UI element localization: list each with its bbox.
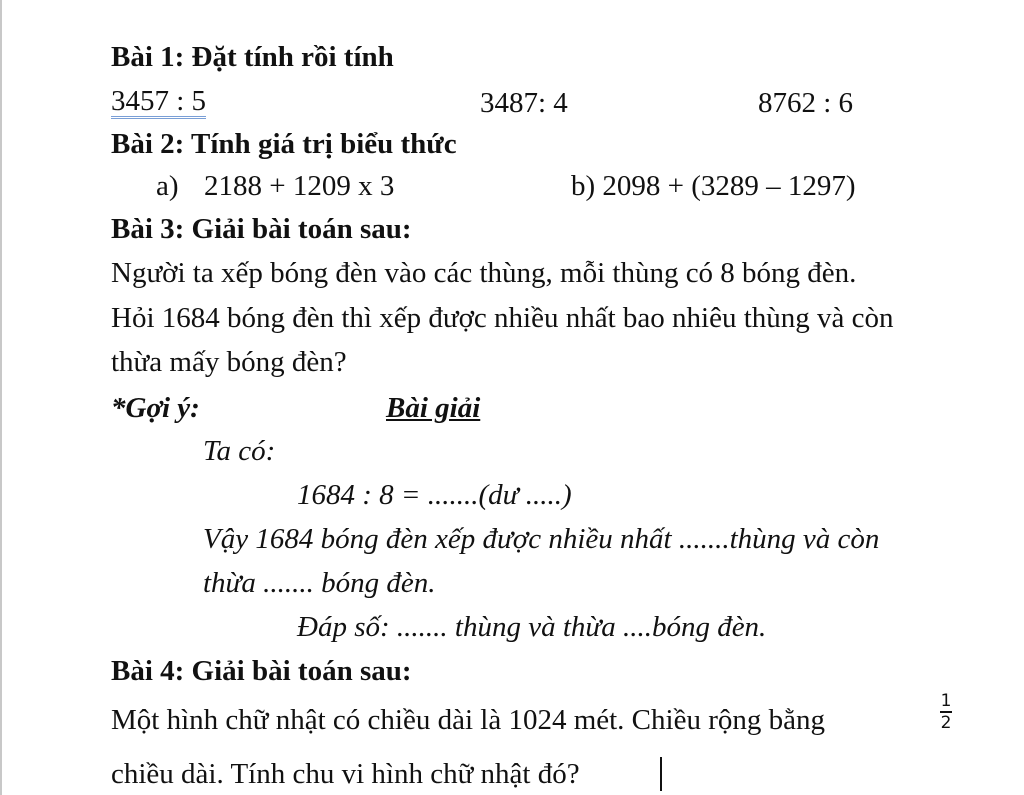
exercise-4-line-2: chiều dài. Tính chu vi hình chữ nhật đó? [111,758,580,790]
exercise-3-problem-line-3: thừa mấy bóng đèn? [111,346,347,378]
exercise-4-title: Bài 4: Giải bài toán sau: [111,655,412,687]
fraction-one-half [940,692,952,732]
solution-line-1: Ta có: [203,435,276,467]
exercise-3-problem-line-1: Người ta xếp bóng đèn vào các thùng, mỗi thùng có 8 bóng đèn. [111,257,857,289]
exercise-2-title: Bài 2: Tính giá trị biểu thức [111,128,457,160]
hint-label: *Gợi ý: [111,392,200,424]
exercise-2-a-label: a) [156,170,179,202]
solution-line-2: 1684 : 8 = .......(dư .....) [297,479,572,511]
fraction-denominator: 2 [940,713,952,733]
solution-line-3: Vậy 1684 bóng đèn xếp được nhiều nhất .......thùng và còn [203,523,880,555]
page-edge [0,0,2,795]
exercise-2-b-expression: b) 2098 + (3289 – 1297) [571,170,856,202]
exercise-4-line-1: Một hình chữ nhật có chiều dài là 1024 mét. Chiều rộng bằng [111,704,825,736]
exercise-2-a-expression: 2188 + 1209 x 3 [204,170,395,202]
exercise-1-expression-2: 3487: 4 [480,87,568,119]
exercise-1-title: Bài 1: Đặt tính rồi tính [111,41,394,73]
solution-heading: Bài giải [386,392,481,424]
text-cursor [660,757,662,791]
exercise-3-title: Bài 3: Giải bài toán sau: [111,213,412,245]
exercise-3-problem-line-2: Hỏi 1684 bóng đèn thì xếp được nhiều nhất bao nhiêu thùng và còn [111,302,894,334]
answer-line: Đáp số: ....... thùng và thừa ....bóng đèn. [297,611,767,643]
fraction-numerator: 1 [940,691,952,711]
exercise-1-expression-1[interactable]: 3457 : 5 [111,85,207,117]
solution-line-4: thừa ....... bóng đèn. [203,567,436,599]
exercise-1-expression-3: 8762 : 6 [758,87,854,119]
